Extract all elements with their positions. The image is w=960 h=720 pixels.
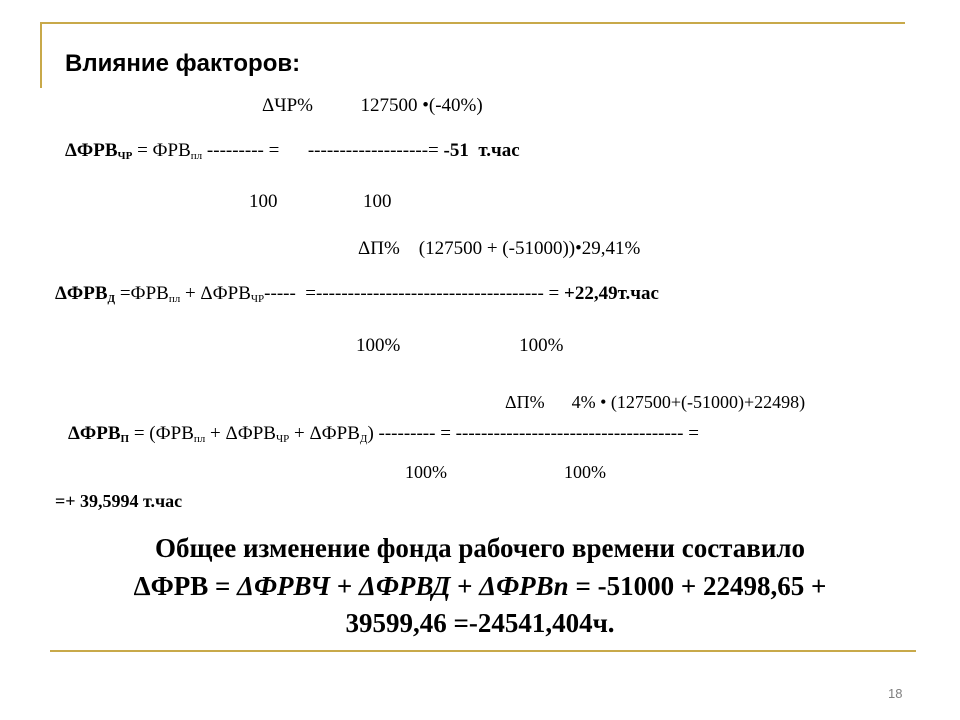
formula-1-lhs-sub: ЧР: [117, 150, 133, 162]
formula-1-result: -51 т.час: [443, 140, 520, 161]
formula-1-denominator: 100 100: [249, 191, 392, 212]
summary-term-d: ΔФРВД: [359, 571, 451, 601]
slide-title: Влияние факторов:: [65, 50, 301, 77]
formula-2-result: +22,49т.час: [564, 283, 659, 304]
formula-2-part-a: =ФРВ: [115, 283, 169, 304]
formula-3-dashes: ) --------- = ------------------------------------ =: [367, 423, 699, 444]
left-rule: [40, 22, 42, 88]
summary-line-2: [55, 573, 905, 600]
formula-3-part-b: + ΔФРВ: [205, 423, 276, 444]
formula-2-line: [55, 284, 659, 303]
summary-line-1: Общее изменение фонда рабочего времени составило: [154, 533, 806, 563]
formula-2-dashes: ----- =------------------------------------ =: [264, 283, 565, 304]
formula-3-lhs-sub: П: [120, 433, 130, 445]
formula-2-part-a-sub: пл: [168, 293, 181, 305]
formula-3-lhs: ΔФРВ: [68, 423, 121, 444]
formula-3-numerator: ΔП% 4% • (127500+(-51000)+22498): [505, 392, 806, 412]
formula-3-part-c-sub: Д: [359, 433, 368, 445]
formula-2-numerator: ΔП% (127500 + (-51000))•29,41%: [358, 238, 641, 259]
summary-line-3: 39599,46 =-24541,404ч.: [345, 608, 615, 638]
summary-values: = -51000 + 22498,65 +: [568, 571, 827, 601]
formula-3-result: =+ 39,5994 т.час: [55, 491, 183, 511]
formula-3-part-c: + ΔФРВ: [289, 423, 360, 444]
summary-total: ΔФРВ =: [133, 571, 238, 601]
formula-2-lhs-sub: Д: [107, 293, 116, 305]
formula-1-dashes: --------- = -------------------=: [202, 140, 444, 161]
formula-3-line: [68, 424, 699, 443]
formula-2-part-b-sub: ЧР: [250, 293, 265, 305]
summary-term-ch: ΔФРВЧ: [237, 571, 331, 601]
formula-2-part-b: + ΔФРВ: [180, 283, 251, 304]
bottom-rule: [50, 650, 916, 652]
formula-1-eq: = ФРВ: [132, 140, 191, 161]
formula-3-part-a: = (ФРВ: [129, 423, 194, 444]
formula-3-part-a-sub: пл: [193, 433, 206, 445]
top-rule: [40, 22, 905, 24]
formula-3-denominator: 100% 100%: [405, 462, 606, 482]
summary-plus-1: +: [330, 571, 360, 601]
formula-1-lhs: ΔФРВ: [65, 140, 118, 161]
formula-2-lhs: ΔФРВ: [55, 283, 108, 304]
summary-term-p: ΔФРВп: [479, 571, 569, 601]
formula-1-line: [65, 141, 520, 160]
page-number: 18: [888, 686, 903, 701]
formula-1-numerator: ΔЧР% 127500 •(-40%): [262, 95, 483, 116]
formula-1-eq-sub: пл: [190, 150, 203, 162]
formula-2-denominator: 100% 100%: [356, 335, 564, 356]
formula-3-part-b-sub: ЧР: [275, 433, 290, 445]
summary-plus-2: +: [450, 571, 480, 601]
